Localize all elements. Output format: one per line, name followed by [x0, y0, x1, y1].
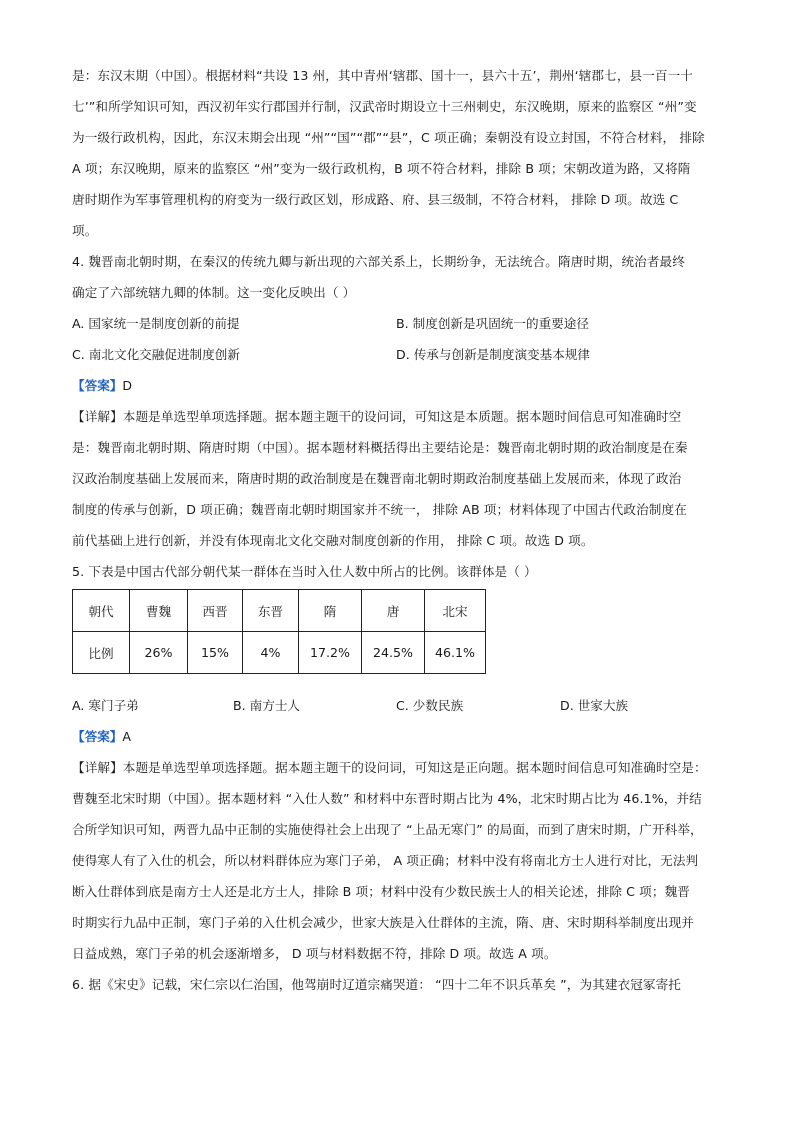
table-row	[73, 632, 486, 674]
options-row	[72, 308, 724, 339]
document-page	[72, 60, 724, 1000]
answer-line	[72, 370, 724, 401]
text-line: 为一级行政机构，因此，东汉末期会出现 “州”“国”“郡”“县”，C 项正确；秦朝没有设立封国，不符合材料， 排除	[72, 130, 705, 145]
detail-line: 合所学知识可知，两晋九品中正制的实施使得社会上出现了 “上品无寒门” 的局面，而到了唐宋时期，广开科举，	[72, 822, 703, 837]
detail-line: 断入仕群体到底是南方士人还是北方士人，排除 B 项；材料中没有少数民族士人的相关论述，排除 C 项；魏晋	[72, 884, 690, 899]
question-stem-line: 确定了六部统辖九卿的体制。这一变化反映出（ ）	[72, 285, 356, 300]
detail-line: 是：魏晋南北朝时期、隋唐时期（中国）。据本题材料概括得出主要结论是：魏晋南北朝时期的政治制度是在秦	[72, 440, 688, 455]
answer-value: A	[122, 729, 131, 744]
table-cell: 17.2%	[299, 632, 362, 674]
option-a: A. 寒门子弟	[72, 698, 139, 713]
detail-line: 【详解】本题是单选型单项选择题。据本题主题干的设问词，可知这是本质题。据本题时间信息可知准确时空	[72, 409, 682, 424]
option-c: C. 少数民族	[396, 698, 464, 713]
answer-label: 【答案】	[72, 729, 123, 744]
option-d: D. 传承与创新是制度演变基本规律	[396, 347, 591, 362]
detail-line: 曹魏至北宋时期（中国）。据本题材料 “入仕人数” 和材料中东晋时期占比为 4%，北宋时期占比为 46.1%，并结	[72, 791, 702, 806]
options-row	[72, 339, 724, 370]
detail-line: 前代基础上进行创新，并没有体现南北文化交融对制度创新的作用， 排除 C 项。故选 D 项。	[72, 533, 594, 548]
answer-value: D	[122, 378, 133, 393]
answer-line	[72, 721, 724, 752]
table-cell: 24.5%	[362, 632, 425, 674]
option-b: B. 制度创新是巩固统一的重要途径	[396, 316, 589, 331]
previous-question-detail	[72, 60, 724, 246]
text-line: 七’”和所学知识可知，西汉初年实行郡国并行制，汉武帝时期设立十三州刺史，东汉晚期，原来的监察区 “州”变	[72, 99, 697, 114]
option-d: D. 世家大族	[560, 698, 629, 713]
answer-label: 【答案】	[72, 378, 123, 393]
table-cell: 46.1%	[425, 632, 486, 674]
table-cell: 隋	[299, 590, 362, 632]
table-cell: 比例	[73, 632, 130, 674]
detail-line: 【详解】本题是单选型单项选择题。据本题主题干的设问词，可知这是正向题。据本题时间信息可知准确时空是：	[72, 760, 707, 775]
detail-line: 时期实行九品中正制，寒门子弟的入仕机会减少，世家大族是入仕群体的主流，隋、唐、宋时期科举制度出现并	[72, 915, 694, 930]
table-cell: 4%	[243, 632, 299, 674]
table-cell: 15%	[188, 632, 243, 674]
table-cell: 唐	[362, 590, 425, 632]
question-6	[72, 969, 724, 1000]
detail-line: 汉政治制度基础上发展而来，隋唐时期的政治制度是在魏晋南北朝时期政治制度基础上发展而来，体现了政治	[72, 471, 682, 486]
detail-line: 使得寒人有了入仕的机会，所以材料群体应为寒门子弟， A 项正确；材料中没有将南北方士人进行对比，无法判	[72, 853, 699, 868]
table-cell: 朝代	[73, 590, 130, 632]
table-cell: 东晋	[243, 590, 299, 632]
question-4	[72, 246, 724, 556]
option-b: B. 南方士人	[233, 698, 301, 713]
question-stem: 5. 下表是中国古代部分朝代某一群体在当时入仕人数中所占的比例。该群体是（ ）	[72, 564, 537, 579]
text-line: 唐时期作为军事管理机构的府变为一级行政区划，形成路、府、县三级制，不符合材料， 排除 D 项。故选 C	[72, 192, 679, 207]
table-header-row	[73, 590, 486, 632]
question-5	[72, 556, 724, 969]
question-stem: 6. 据《宋史》记载，宋仁宗以仁治国，他驾崩时辽道宗痛哭道： “四十二年不识兵革矣 ”，为其建衣冠冢寄托	[72, 977, 681, 992]
text-line: A 项；东汉晚期，原来的监察区 “州”变为一级行政机构，B 项不符合材料，排除 B 项；宋朝改道为路，又将隋	[72, 161, 691, 176]
text-line: 项。	[72, 223, 98, 238]
table-cell: 北宋	[425, 590, 486, 632]
ratio-table	[72, 589, 486, 674]
detail-line: 日益成熟，寒门子弟的机会逐渐增多， D 项与材料数据不符，排除 D 项。故选 A 项。	[72, 946, 557, 961]
table-cell: 曹魏	[130, 590, 188, 632]
table-cell: 西晋	[188, 590, 243, 632]
table-cell: 26%	[130, 632, 188, 674]
option-a: A. 国家统一是制度创新的前提	[72, 316, 240, 331]
detail-line: 制度的传承与创新，D 项正确；魏晋南北朝时期国家并不统一， 排除 AB 项；材料体现了中国古代政治制度在	[72, 502, 687, 517]
options-row	[72, 690, 724, 721]
text-line: 是：东汉末期（中国）。根据材料“共设 13 州，其中青州‘辖郡、国十一，县六十五’，荆州‘辖郡七，县一百一十	[72, 68, 693, 83]
question-stem-line: 4. 魏晋南北朝时期，在秦汉的传统九卿与新出现的六部关系上，长期纷争，无法统合。隋唐时期，统治者最终	[72, 254, 685, 269]
option-c: C. 南北文化交融促进制度创新	[72, 347, 240, 362]
